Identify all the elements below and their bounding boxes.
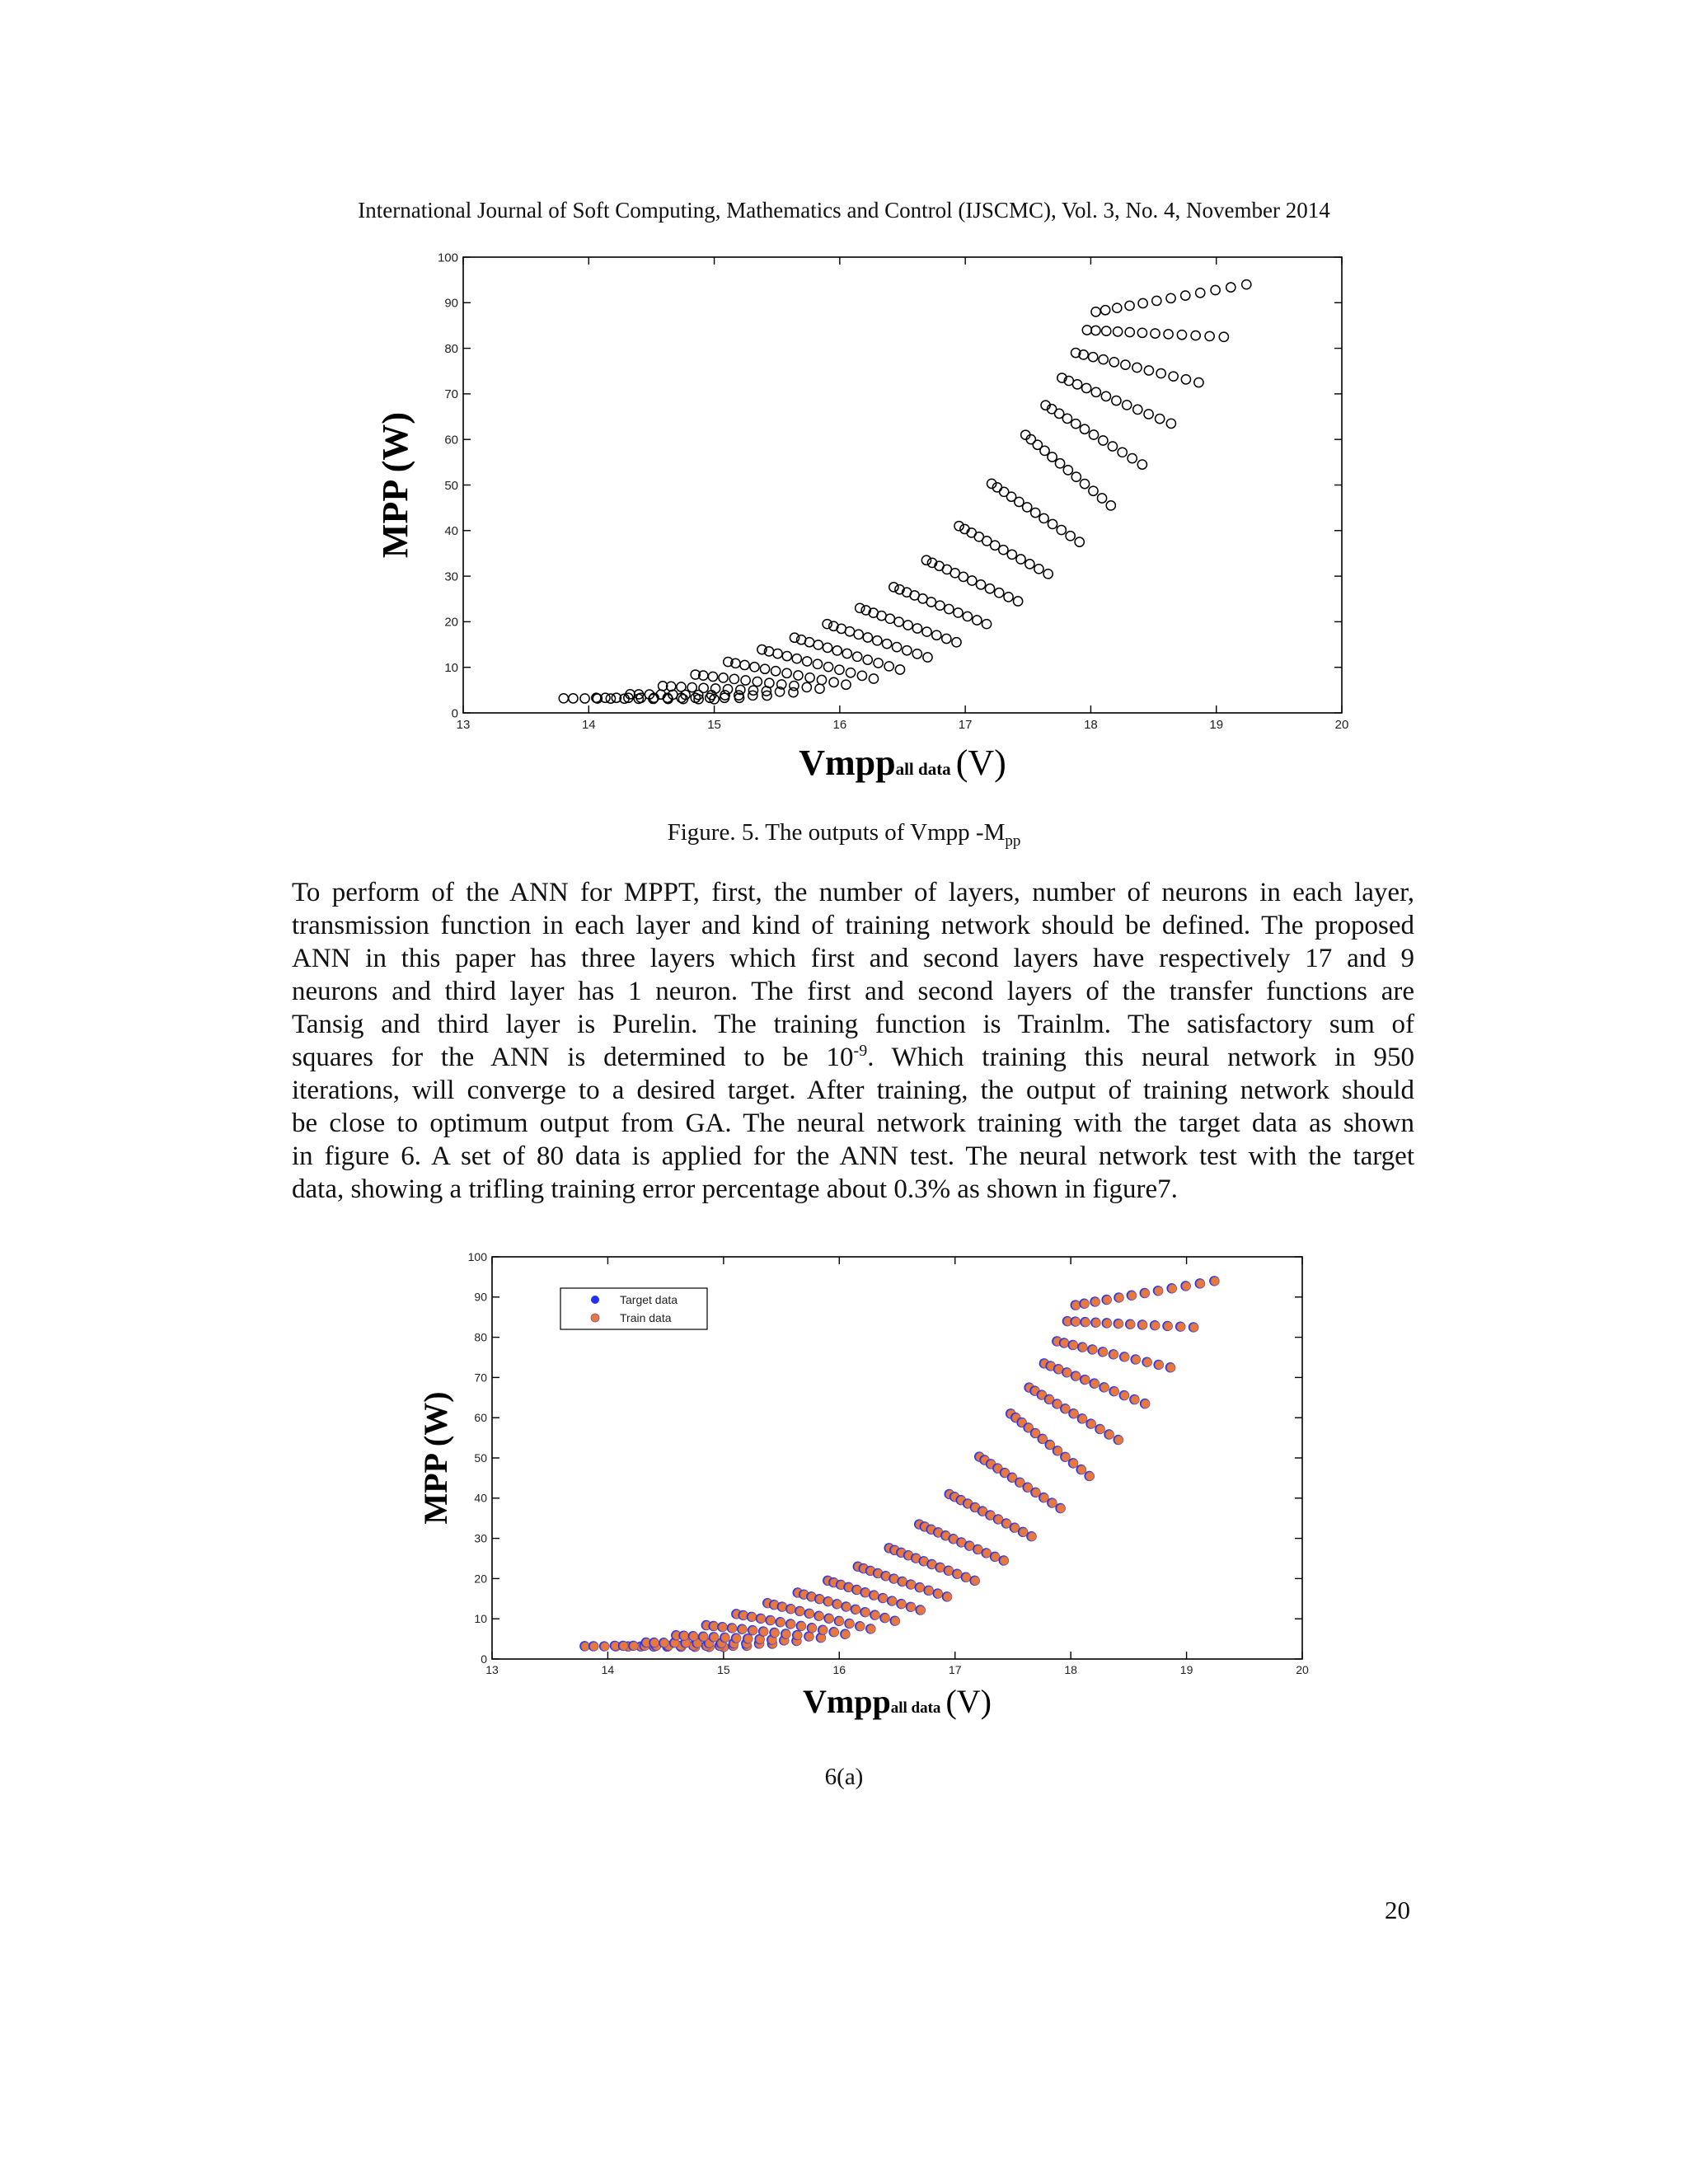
train-data-point [851, 1605, 860, 1614]
train-data-point [1091, 1298, 1100, 1306]
train-data-point [917, 1606, 925, 1615]
x-tick-label: 17 [958, 718, 973, 732]
train-data-point [871, 1611, 879, 1619]
train-data-point [916, 1583, 924, 1591]
y-tick-label: 10 [444, 660, 458, 675]
y-tick-label: 20 [474, 1572, 487, 1586]
y-axis-label: MPP (W) [375, 411, 415, 559]
x-tick-label: 15 [717, 1663, 730, 1676]
train-data-point [1079, 1343, 1087, 1352]
train-data-point [1081, 1318, 1090, 1326]
y-tick-label: 90 [444, 296, 458, 311]
train-data-point [861, 1608, 870, 1616]
train-data-point [1081, 1300, 1089, 1308]
train-data-point [1114, 1319, 1123, 1328]
train-data-point [1087, 1420, 1095, 1428]
train-data-point [794, 1631, 802, 1639]
x-axis-label [803, 1683, 992, 1720]
train-data-point [1070, 1459, 1078, 1467]
train-data-point [856, 1622, 865, 1630]
train-data-point [797, 1622, 805, 1630]
train-data-point [898, 1600, 906, 1608]
train-data-point [867, 1625, 875, 1633]
paragraph-line-text: . Which training this neural network in 950 [867, 1043, 1414, 1072]
x-tick-label: 14 [581, 718, 596, 732]
y-tick-label: 90 [474, 1290, 487, 1304]
y-tick-label: 30 [474, 1531, 487, 1545]
train-data-point [962, 1573, 970, 1582]
y-tick-label: 40 [444, 524, 458, 539]
x-tick-label: 18 [1084, 718, 1098, 732]
train-data-point [842, 1630, 850, 1638]
paragraph-line: neurons and third layer has 1 neuron. The first and second layers of the transfer functions are [292, 977, 1414, 1006]
train-data-point [729, 1624, 737, 1633]
train-data-point [1069, 1341, 1077, 1349]
train-data-point [721, 1633, 729, 1642]
train-data-point [1100, 1383, 1109, 1391]
y-tick-label: 80 [474, 1330, 487, 1344]
train-data-point [1168, 1284, 1176, 1292]
paragraph-line [292, 1041, 1414, 1074]
y-tick-label: 60 [444, 433, 458, 448]
y-tick-label: 70 [444, 387, 458, 402]
train-data-point [1096, 1425, 1104, 1433]
x-tick-label: 20 [1296, 1663, 1309, 1676]
train-data-point [891, 1617, 899, 1625]
train-data-point [1105, 1431, 1114, 1439]
train-data-point [1120, 1391, 1128, 1399]
train-data-point [1090, 1380, 1099, 1388]
train-data-point [650, 1638, 659, 1647]
train-data-point [846, 1619, 854, 1628]
train-data-point [1089, 1345, 1097, 1353]
paragraph-line: Tansig and third layer is Purelin. The training function is Trainlm. The satisfactory sum of [292, 1010, 1414, 1039]
train-data-point [710, 1622, 718, 1630]
train-data-point [590, 1643, 598, 1651]
paragraph-line-text: squares for the ANN is determined to be 10 [292, 1043, 854, 1072]
train-data-point [1077, 1465, 1085, 1474]
x-axis-label-unit: (V) [945, 1683, 992, 1720]
paragraph-line: To perform of the ANN for MPPT, first, the number of layers, number of neurons in each layer, [292, 878, 1414, 907]
train-data-point [660, 1638, 668, 1647]
train-data-point [1071, 1318, 1080, 1326]
train-data-point [819, 1626, 828, 1634]
train-data-point [992, 1553, 1000, 1561]
train-data-point [1071, 1301, 1080, 1310]
train-data-point [971, 1577, 979, 1585]
x-axis-label [799, 743, 1006, 783]
train-data-point [1155, 1286, 1163, 1295]
train-data-point [1057, 1504, 1065, 1512]
train-data-point [925, 1586, 933, 1595]
train-data-point [1141, 1289, 1149, 1297]
train-data-point [630, 1642, 638, 1650]
train-data-point [1028, 1532, 1036, 1540]
train-data-point [1167, 1363, 1175, 1371]
train-data-point [771, 1629, 779, 1637]
y-tick-label: 30 [444, 569, 458, 584]
x-tick-label: 15 [707, 718, 721, 732]
paragraph-line: transmission function in each layer and kind of training network should be defined. The proposed [292, 911, 1414, 940]
train-data-point [1127, 1320, 1135, 1329]
train-data-point [1072, 1372, 1081, 1380]
train-data-point [748, 1613, 756, 1621]
train-data-point [1177, 1323, 1185, 1331]
train-data-point [830, 1628, 838, 1636]
train-data-point [943, 1592, 951, 1601]
y-tick-label: 60 [474, 1411, 487, 1425]
train-data-point [881, 1614, 889, 1622]
train-data-point [700, 1633, 708, 1641]
body-paragraph [292, 876, 1414, 1206]
x-tick-label: 16 [832, 1663, 846, 1676]
exponent: -9 [853, 1042, 868, 1060]
x-tick-label: 17 [948, 1663, 962, 1676]
train-data-point [1143, 1358, 1151, 1366]
train-data-point [805, 1610, 814, 1618]
train-data-point [1114, 1436, 1123, 1444]
train-data-point [870, 1591, 879, 1600]
train-data-point [1190, 1324, 1198, 1332]
train-data-point [733, 1634, 741, 1643]
figure-5-caption [0, 819, 1688, 851]
train-data-point [689, 1632, 697, 1640]
train-data-point [907, 1581, 916, 1589]
y-tick-label: 100 [467, 1249, 487, 1263]
train-data-point [833, 1600, 842, 1608]
train-data-point [808, 1624, 816, 1632]
train-data-point [817, 1633, 825, 1642]
x-axis-label-subscript: all data [895, 759, 951, 779]
x-axis-label-main: Vmpp [803, 1683, 891, 1720]
train-data-point [1196, 1279, 1204, 1287]
train-data-point [1115, 1294, 1123, 1302]
train-data-point [835, 1617, 843, 1625]
figure-6a-caption: 6(a) [824, 1764, 864, 1790]
y-tick-label: 100 [437, 251, 458, 265]
train-data-point [787, 1605, 795, 1613]
figure-5-scatter-chart [363, 243, 1385, 795]
train-data-point [1139, 1321, 1147, 1329]
paragraph-line: iterations, will converge to a desired target. After training, the output of training network should [292, 1076, 1414, 1105]
train-data-point [934, 1590, 942, 1598]
train-data-point [1132, 1356, 1140, 1364]
train-data-point [738, 1625, 747, 1633]
train-data-point [767, 1616, 775, 1624]
train-data-point [744, 1634, 753, 1643]
y-tick-label: 40 [474, 1491, 487, 1505]
x-axis-label-unit: (V) [955, 743, 1006, 783]
x-tick-label: 14 [601, 1663, 615, 1676]
train-data-point [620, 1642, 628, 1650]
train-data-point [1182, 1282, 1190, 1290]
train-data-point [825, 1615, 833, 1623]
paragraph-line: in figure 6. A set of 80 data is applied for the ANN test. The neural network test with the target [292, 1141, 1414, 1171]
train-data-point [815, 1612, 823, 1620]
legend-marker-train [591, 1314, 599, 1322]
y-axis-label: MPP (W) [417, 1391, 454, 1525]
paragraph-last-line: data, showing a trifling training error percentage about 0.3% as shown in figure7. [292, 1174, 1178, 1204]
y-tick-label: 0 [481, 1652, 487, 1666]
y-tick-label: 50 [444, 478, 458, 493]
train-data-point [1063, 1368, 1071, 1376]
train-data-point [879, 1594, 888, 1602]
train-data-point [787, 1620, 795, 1629]
train-data-point [710, 1633, 719, 1641]
journal-header: International Journal of Soft Computing, Mathematics and Control (IJSCMC), Vol. 3, No. 4, November 2014 [358, 198, 1330, 223]
paragraph-line: ANN in this paper has three layers which first and second layers have respectively 17 and 9 [292, 944, 1414, 973]
x-tick-label: 19 [1179, 1663, 1193, 1676]
train-data-point [1085, 1472, 1094, 1480]
plot-area [463, 257, 1342, 713]
y-tick-label: 0 [451, 706, 458, 721]
train-data-point [1070, 1409, 1078, 1418]
train-data-point [782, 1630, 790, 1638]
train-data-point [1128, 1291, 1136, 1300]
train-data-point [1078, 1414, 1086, 1422]
x-axis-label-main: Vmpp [799, 743, 896, 783]
train-data-point [1103, 1296, 1111, 1304]
train-data-point [1110, 1387, 1118, 1395]
y-tick-label: 80 [444, 341, 458, 356]
y-tick-label: 10 [474, 1612, 487, 1626]
train-data-point [1048, 1499, 1057, 1507]
page-number: 20 [1385, 1896, 1410, 1924]
train-data-point [1103, 1319, 1111, 1327]
y-tick-label: 70 [474, 1371, 487, 1385]
train-data-point [805, 1633, 814, 1641]
train-data-point [796, 1607, 804, 1615]
train-data-point [907, 1603, 916, 1611]
x-tick-label: 13 [456, 718, 471, 732]
train-data-point [842, 1603, 851, 1611]
train-data-point [1211, 1277, 1219, 1285]
x-tick-label: 16 [832, 718, 847, 732]
train-data-point [601, 1643, 609, 1651]
figure-6a-scatter-chart [412, 1244, 1327, 1751]
train-data-point [1142, 1399, 1150, 1408]
train-data-point [1092, 1319, 1100, 1327]
figure-5-caption-subscript: pp [1005, 832, 1021, 850]
train-data-point [680, 1632, 688, 1640]
train-data-point [1131, 1395, 1139, 1404]
train-data-point [719, 1623, 727, 1631]
train-data-point [1155, 1361, 1163, 1369]
x-tick-label: 13 [485, 1663, 499, 1676]
train-data-point [749, 1626, 757, 1634]
x-tick-label: 20 [1334, 718, 1349, 732]
legend-marker-target [591, 1296, 599, 1304]
train-data-point [757, 1615, 766, 1623]
train-data-point [1151, 1321, 1160, 1329]
x-tick-label: 18 [1064, 1663, 1077, 1676]
train-data-point [1000, 1557, 1008, 1565]
train-data-point [760, 1628, 768, 1636]
train-data-point [824, 1597, 832, 1605]
figure-5-caption-text: Figure. 5. The outputs of Vmpp -M [667, 819, 1006, 846]
train-data-point [776, 1618, 785, 1626]
train-data-point [1081, 1376, 1090, 1384]
train-data-point [1164, 1322, 1172, 1330]
y-tick-label: 50 [474, 1451, 487, 1465]
train-data-point [1062, 1453, 1070, 1461]
legend-label-target: Target data [620, 1293, 678, 1306]
x-axis-label-subscript: all data [890, 1699, 941, 1717]
x-tick-label: 19 [1209, 718, 1224, 732]
train-data-point [581, 1642, 589, 1650]
train-data-point [1099, 1347, 1107, 1356]
train-data-point [1109, 1350, 1118, 1358]
train-data-point [889, 1597, 897, 1605]
legend-label-train: Train data [620, 1311, 672, 1324]
train-data-point [1061, 1339, 1069, 1347]
paragraph-line: be close to optimum output from GA. The neural network training with the target data as shown [292, 1108, 1414, 1138]
y-tick-label: 20 [444, 615, 458, 630]
train-data-point [1121, 1352, 1129, 1361]
